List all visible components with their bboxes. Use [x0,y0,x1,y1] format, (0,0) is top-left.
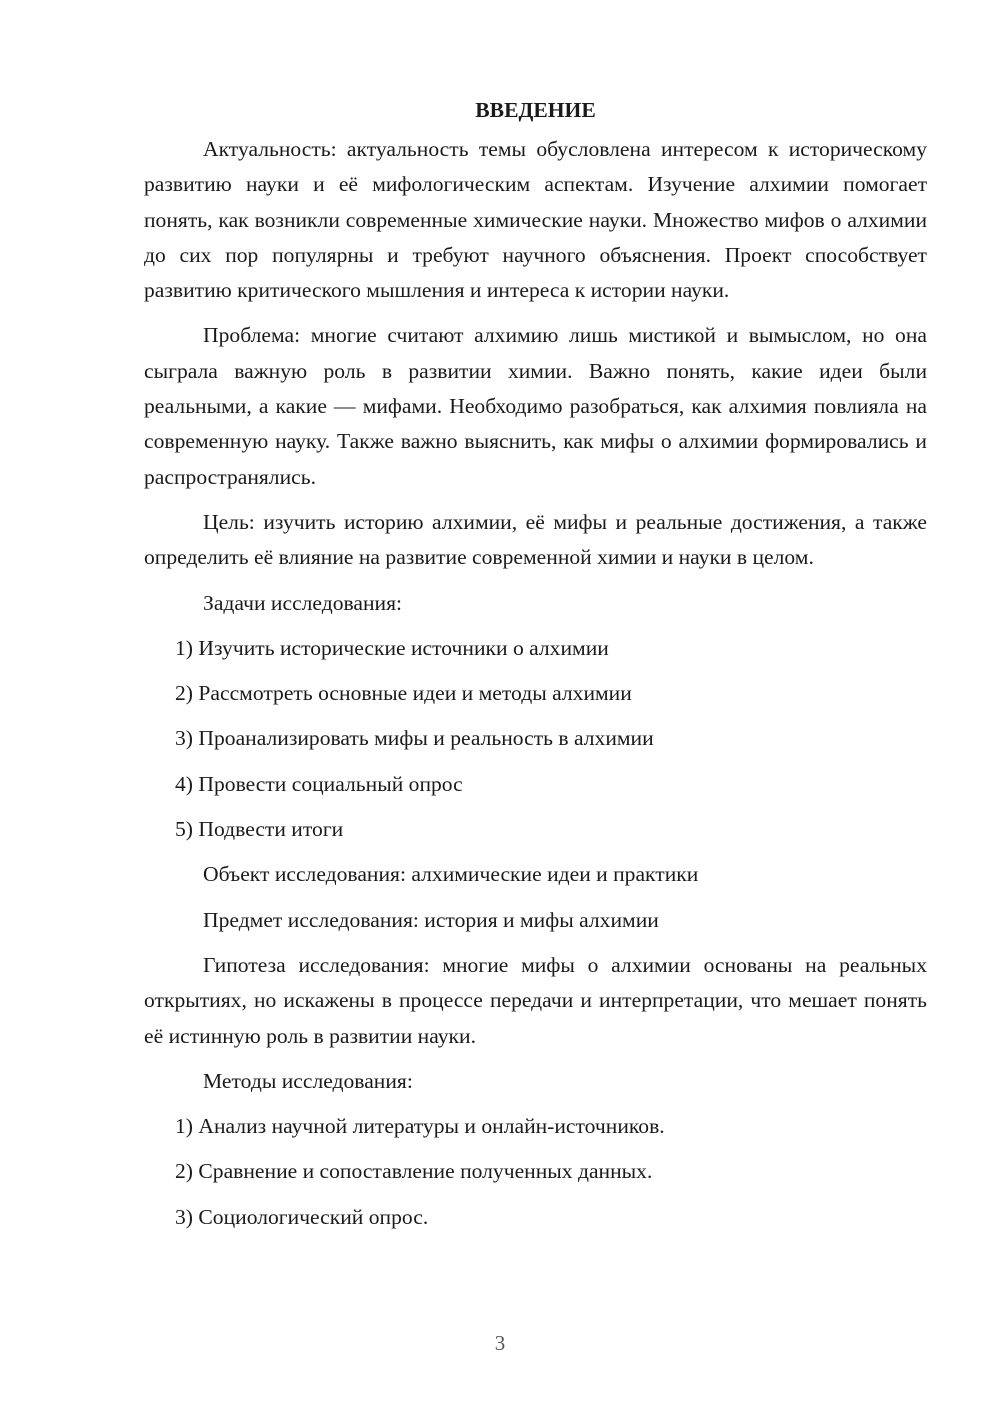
task-item: 3) Проанализировать мифы и реальность в алхимии [175,726,654,751]
method-item: 2) Сравнение и сопоставление полученных данных. [175,1159,653,1184]
page-number: 3 [494,1331,506,1355]
method-item: 1) Анализ научной литературы и онлайн-источников. [175,1114,665,1139]
methods-list [144,1109,927,1235]
task-item: 5) Подвести итоги [175,817,344,842]
task-item: 2) Рассмотреть основные идеи и методы алхимии [175,681,632,706]
hypothesis-paragraph: Гипотеза исследования: многие мифы о алхимии основаны на реальных открытиях, но искажены в процессе передачи и интерпретации, что мешает понять её истинную роль в развитии науки. [144,952,927,1048]
tasks-heading: Задачи исследования: [203,590,403,615]
tasks-list [144,631,927,847]
subject-line: Предмет исследования: история и мифы алхимии [203,907,659,932]
task-item: 1) Изучить исторические источники о алхимии [175,635,609,660]
method-item: 3) Социологический опрос. [175,1204,429,1229]
section-title: ВВЕДЕНИЕ [475,98,596,122]
task-item: 4) Провести социальный опрос [175,771,463,796]
methods-heading: Методы исследования: [203,1068,413,1093]
goal-paragraph: Цель: изучить историю алхимии, её мифы и реальные достижения, а также определить её влияние на развитие современной химии и науки в целом. [144,509,927,570]
problem-paragraph: Проблема: многие считают алхимию лишь мистикой и вымыслом, но она сыграла важную роль в развитии химии. Важно понять, какие идеи были реальными, а какие — мифами. Необходимо разобраться, как алхимия повлияла на современную науку. Также важно выяснить, как мифы о алхимии формировались и распространялись. [144,323,927,489]
object-line: Объект исследования: алхимические идеи и практики [203,862,699,887]
document-page [144,92,927,1245]
relevance-paragraph: Актуальность: актуальность темы обусловлена интересом к историческому развитию науки и её мифологическим аспектам. Изучение алхимии помогает понять, как возникли современные химические науки. Множество мифов о алхимии до сих пор популярны и требуют научного объяснения. Проект способствует развитию критического мышления и интереса к истории науки. [144,137,927,303]
